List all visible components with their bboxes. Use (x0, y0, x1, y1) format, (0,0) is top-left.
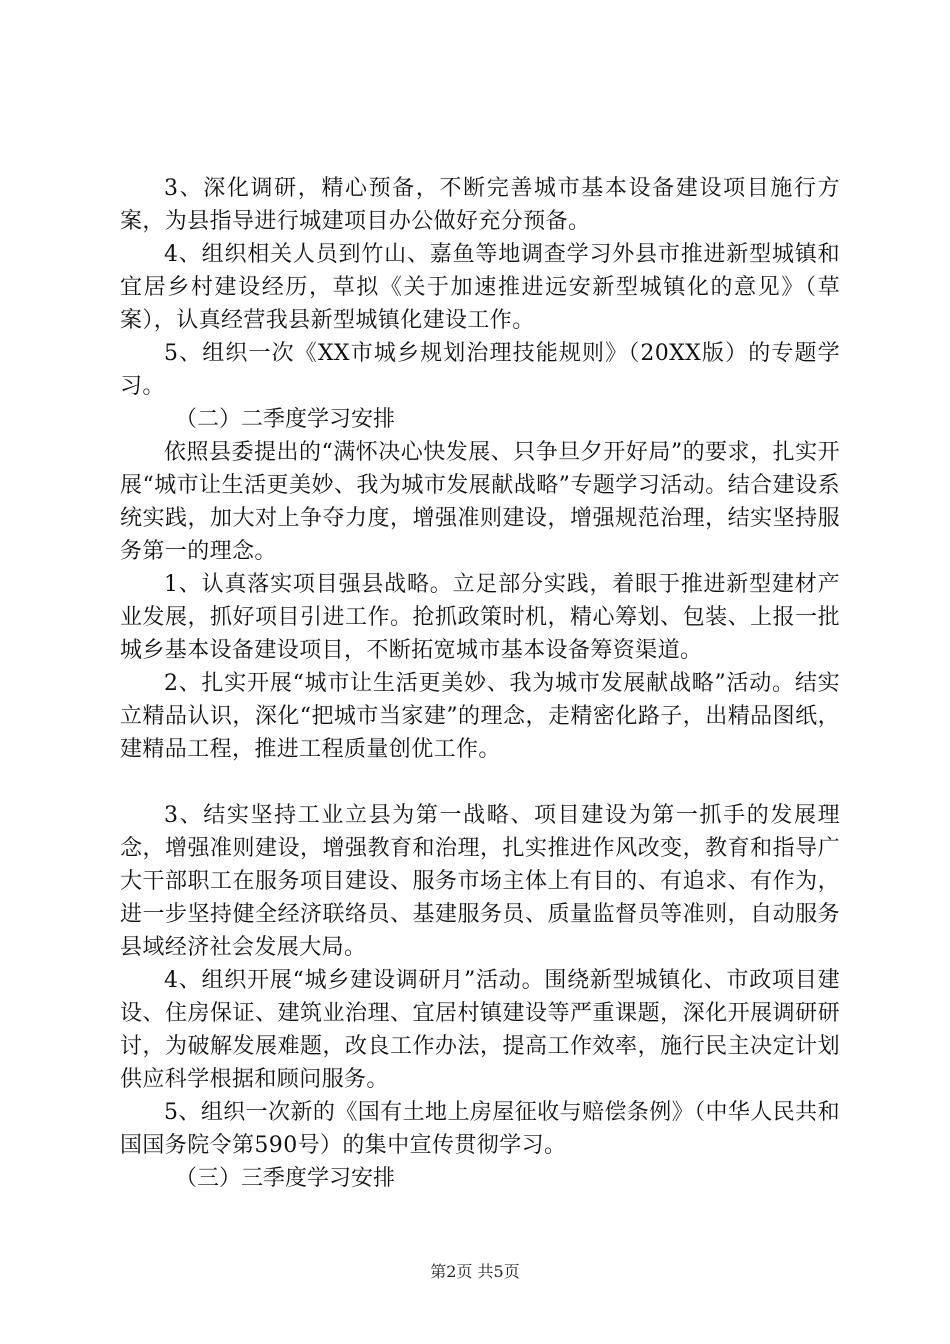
page-footer (0, 1262, 950, 1282)
paragraph-9: 5、组织一次新的《国有土地上房屋征收与赔偿条例》（中华人民共和国国务院令第590号）的集中宣传贯彻学习。 (120, 1100, 840, 1158)
document-body (120, 172, 840, 1195)
page-number: 第2页 共5页 (430, 1262, 520, 1281)
paragraph-8: 4、组织开展“城乡建设调研月”活动。围绕新型城镇化、市政项目建设、住房保证、建筑业治理、宜居村镇建设等严重课题，深化开展调研研讨，为破解发展难题，改良工作办法，提高工作效率，施行民主决定计划供应科学根据和顾问服务。 (120, 968, 840, 1092)
section-heading-q2: （二）二季度学习安排 (175, 407, 396, 432)
paragraph-3: 5、组织一次《XX市城乡规划治理技能规则》（20XX版）的专题学习。 (120, 341, 840, 399)
paragraph-2: 4、组织相关人员到竹山、嘉鱼等地调查学习外县市推进新型城镇和宜居乡村建设经历，草拟《关于加速推进远安新型城镇化的意见》（草案），认真经营我县新型城镇化建设工作。 (120, 242, 840, 333)
section-heading-q3: （三）三季度学习安排 (175, 1166, 396, 1191)
paragraph-4: 依照县委提出的“满怀决心快发展、只争旦夕开好局”的要求，扎实开展“城市让生活更美妙、我为城市发展献战略”专题学习活动。结合建设系统实践，加大对上争夺力度，增强准则建设，增强规范治理，结实坚持服务第一的理念。 (120, 440, 840, 564)
paragraph-5: 1、认真落实项目强县战略。立足部分实践，着眼于推进新型建材产业发展，抓好项目引进工作。抢抓政策时机，精心筹划、包装、上报一批城乡基本设备建设项目，不断拓宽城市基本设备筹资渠道。 (120, 572, 840, 663)
paragraph-7: 3、结实坚持工业立县为第一战略、项目建设为第一抓手的发展理念，增强准则建设，增强教育和治理，扎实推进作风改变，教育和指导广大干部职工在服务项目建设、服务市场主体上有目的、有追求、有作为，进一步坚持健全经济联络员、基建服务员、质量监督员等准则，自动服务县域经济社会发展大局。 (120, 803, 840, 960)
paragraph-1: 3、深化调研，精心预备，不断完善城市基本设备建设项目施行方案，为县指导进行城建项目办公做好充分预备。 (120, 176, 840, 234)
paragraph-6: 2、扎实开展“城市让生活更美妙、我为城市发展献战略”活动。结实立精品认识，深化“把城市当家建”的理念，走精密化路子，出精品图纸，建精品工程，推进工程质量创优工作。 (120, 671, 840, 762)
paragraph-gap (120, 766, 840, 799)
